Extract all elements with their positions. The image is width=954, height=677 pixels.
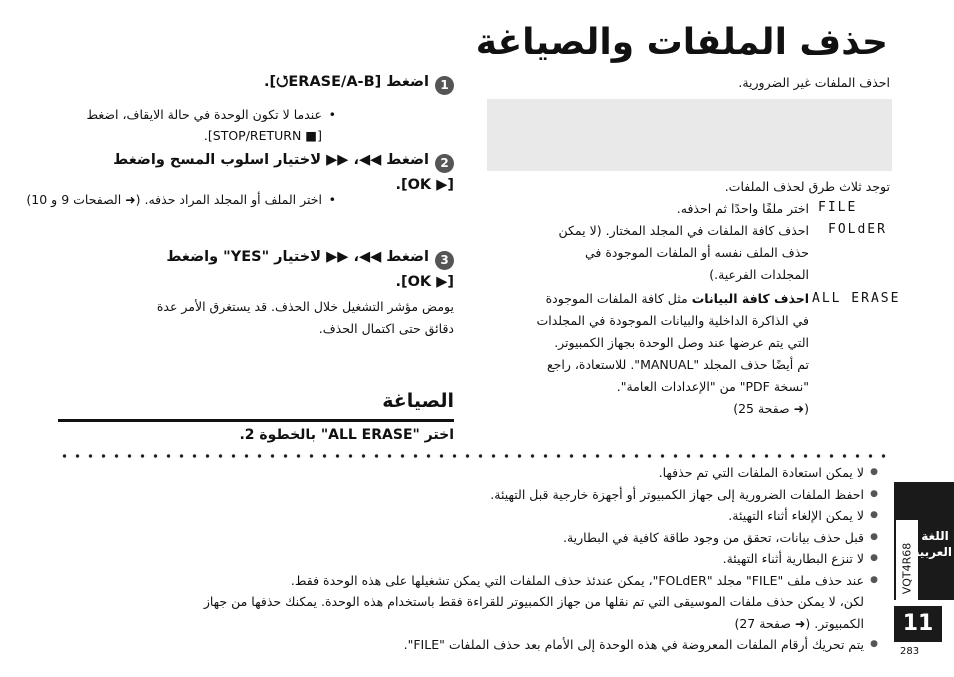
method-label-file: FILE (818, 200, 858, 215)
method-text-all-erase: احذف كافة البيانات مثل كافة الملفات الموجودة في الذاكرة الداخلية والبيانات الموجودة في المجلدات التي يتم عرضها عند وصل الوحدة بجهاز الكمبيوتر. تم أيضًا حذف المجلد "MANUAL". للاستعادة، راجع "نسخة PDF" من "الإعدادات العامة". (➜ صفحة 25) (536, 291, 809, 416)
list-item: ● قبل حذف بيانات، تحقق من وجود طاقة كافية في البطارية. (58, 527, 878, 549)
list-item: ● لا يمكن استعادة الملفات التي تم حذفها. (58, 462, 878, 484)
list-item: ● لا يمكن الإلغاء أثناء التهيئة. (58, 505, 878, 527)
dotted-divider (58, 453, 892, 459)
page-number: 11 (894, 606, 942, 642)
step-number-badge: 3 (435, 251, 454, 270)
format-instruction: اختر "ALL ERASE" بالخطوة 2. (239, 427, 454, 443)
format-heading: الصياغة (382, 390, 454, 412)
list-item: ● عند حذف ملف "FILE" مجلد "FOLdER"، يمكن عندئذ حذف الملفات التي يمكن تشغيلها على هذه الوحدة فقط. (58, 570, 878, 592)
precondition-bullet-1: • عندما لا تكون الوحدة في حالة الايقاف، اضغط [■ STOP/RETURN]. (0, 104, 336, 146)
method-text-file: اختر ملفًا واحدًا ثم احذفه. (676, 201, 809, 216)
list-item: ● احفظ الملفات الضرورية إلى جهاز الكمبيوتر أو أجهزة خارجية قبل التهيئة. (58, 484, 878, 506)
list-item-continuation: لكن، لا يمكن حذف ملفات الموسيقى التي تم نقلها من جهاز الكمبيوتر للقراءة فقط باستخدام هذه الوحدة. يمكنك حذفها من جهاز (203, 594, 864, 609)
step-2-heading: 2اضغط ◀◀، ▶▶ لاختيار اسلوب المسح واضغط [▶ OK]. (113, 152, 454, 193)
language-label: اللغة العربية (912, 529, 952, 559)
notes-list (58, 462, 878, 656)
step-3-heading: 3اضغط ◀◀، ▶▶ لاختيار "YES" واضغط [▶ OK]. (166, 249, 454, 290)
step-number-badge: 1 (435, 76, 454, 95)
sub-page-number: 283 (900, 646, 920, 657)
list-item: ● لا تنزع البطارية أثناء التهيئة. (58, 548, 878, 570)
methods-intro: توجد ثلاث طرق لحذف الملفات. (724, 179, 890, 194)
precondition-bullet-2: • اختر الملف أو المجلد المراد حذفه. (➜ الصفحات 9 و 10) (0, 189, 336, 210)
page-title: حذف الملفات والصياغة (475, 22, 888, 63)
intro-text: احذف الملفات غير الضرورية. (738, 75, 890, 90)
list-item: ● يتم تحريك أرقام الملفات المعروضة في هذه الوحدة إلى الأمام بعد حذف الملفات "FILE". (58, 634, 878, 656)
section-rule (58, 419, 454, 422)
precondition-box (487, 99, 892, 171)
model-code: VQT4R68 (900, 542, 914, 595)
step-3-description: يومض مؤشر التشغيل خلال الحذف. قد يستغرق الأمر عدة دقائق حتى اكتمال الحذف. (156, 299, 454, 336)
list-item-continuation: الكمبيوتر. (➜ صفحة 27) (734, 615, 864, 631)
step-number-badge: 2 (435, 154, 454, 173)
method-label-all-erase: ALL ERASE (812, 291, 901, 306)
method-label-folder: FOLdER (828, 222, 887, 237)
step-1-heading: 1اضغط [ERASE/A-B⭯]. (54, 70, 454, 95)
method-text-folder: احذف كافة الملفات في المجلد المختار. (لا يمكن حذف الملف نفسه أو الملفات الموجودة في المجلدات الفرعية.) (558, 223, 809, 282)
